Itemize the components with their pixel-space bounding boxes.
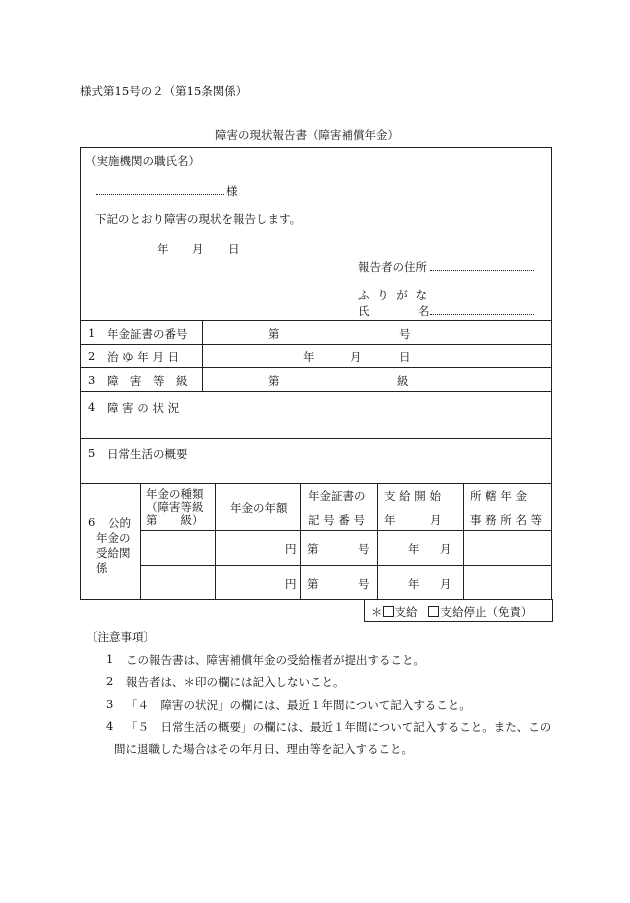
form-number: 様式第15号の２（第15条関係）: [80, 84, 248, 98]
pay-checkbox[interactable]: [383, 606, 394, 617]
header-pension-type-2: （障害等級: [146, 500, 204, 514]
header-office-2: 事 務 所 名 等: [470, 513, 543, 527]
row1-go: 号: [399, 327, 411, 341]
star-mark: ＊: [371, 605, 383, 619]
org-title-label: （実施機関の職氏名）: [85, 154, 200, 168]
row6a-go: 号: [358, 542, 370, 556]
pay-label: 支給: [394, 605, 418, 619]
header-office-1: 所 轄 年 金: [470, 489, 527, 503]
row3-label: 障 害 等 級: [107, 374, 188, 388]
header-pension-type-1: 年金の種類: [146, 487, 204, 501]
document-title: 障害の現状報告書（障害補償年金）: [215, 128, 399, 142]
header-start-2: 年 月: [384, 513, 442, 527]
row6b-go: 号: [358, 577, 370, 591]
row6a-yen: 円: [285, 542, 297, 556]
payment-status-row: [371, 604, 532, 620]
row1-dai: 第: [268, 327, 280, 341]
reporter-address-label: 報告者の住所: [358, 260, 427, 274]
row6b-month: 月: [440, 577, 452, 591]
row6-number: 6: [88, 515, 96, 529]
row2-month: 月: [350, 350, 362, 364]
row6b-year: 年: [408, 577, 420, 591]
note1-text: この報告書は、障害補償年金の受給権者が提出すること。: [126, 653, 425, 667]
name-shi-label: 氏: [358, 304, 370, 318]
row6a-dai: 第: [307, 542, 319, 556]
note2-text: 報告者は、＊印の欄には記入しないこと。: [126, 675, 345, 689]
reporter-name-field[interactable]: [430, 314, 534, 315]
note3-number: 3: [106, 697, 114, 711]
recipient-name-field[interactable]: [96, 194, 224, 195]
header-cert-2: 記 号 番 号: [308, 513, 365, 527]
note3-text: 「４ 障害の状況」の欄には、最近１年間について記入すること。: [126, 698, 471, 712]
row1-label: 年金証書の番号: [107, 327, 188, 341]
row1-number: 1: [88, 326, 96, 340]
header-pension-type-3: 第 級）: [146, 513, 204, 527]
date-year-label: 年: [157, 242, 169, 256]
row2-day: 日: [399, 350, 411, 364]
note4-number: 4: [106, 719, 114, 733]
date-month-label: 月: [192, 242, 204, 256]
row6-label-line3: 受給関: [96, 546, 131, 560]
stop-checkbox[interactable]: [428, 606, 439, 617]
row6-label-line2: 年金の: [96, 531, 131, 545]
row2-number: 2: [88, 349, 96, 363]
row3-kyu: 級: [397, 374, 409, 388]
row5-number: 5: [88, 446, 96, 460]
note1-number: 1: [106, 652, 114, 666]
note2-number: 2: [106, 674, 114, 688]
row3-dai: 第: [268, 374, 280, 388]
date-day-label: 日: [228, 242, 240, 256]
row6-label-line4: 係: [96, 561, 108, 575]
row4-label: 障 害 の 状 況: [107, 401, 180, 415]
header-start-1: 支 給 開 始: [384, 489, 441, 503]
row3-number: 3: [88, 373, 96, 387]
report-statement: 下記のとおり障害の現状を報告します。: [95, 212, 302, 226]
row6b-yen: 円: [285, 577, 297, 591]
row6b-dai: 第: [307, 577, 319, 591]
row6a-month: 月: [440, 542, 452, 556]
header-cert-1: 年金証書の: [308, 489, 366, 503]
row6-label-line1: 公的: [108, 516, 131, 530]
furigana-label: ふ り が な: [358, 288, 429, 302]
row4-number: 4: [88, 400, 96, 414]
reporter-address-field[interactable]: [430, 270, 534, 271]
sama-label: 様: [226, 184, 238, 198]
name-mei-label: 名: [418, 304, 430, 318]
stop-label: 支給停止（免責）: [440, 605, 533, 619]
row2-year: 年: [303, 350, 315, 364]
header-pension-amount: 年金の年額: [230, 501, 288, 515]
note4-text: 「５ 日常生活の概要」の欄には、最近１年間について記入すること。また、この間に退職した場合はその年月日、理由等を記入すること。: [114, 720, 552, 756]
notes-heading: 〔注意事項〕: [86, 630, 155, 644]
row6a-year: 年: [408, 542, 420, 556]
row2-label: 治 ゆ 年 月 日: [107, 350, 180, 364]
row5-label: 日常生活の概要: [107, 447, 188, 461]
